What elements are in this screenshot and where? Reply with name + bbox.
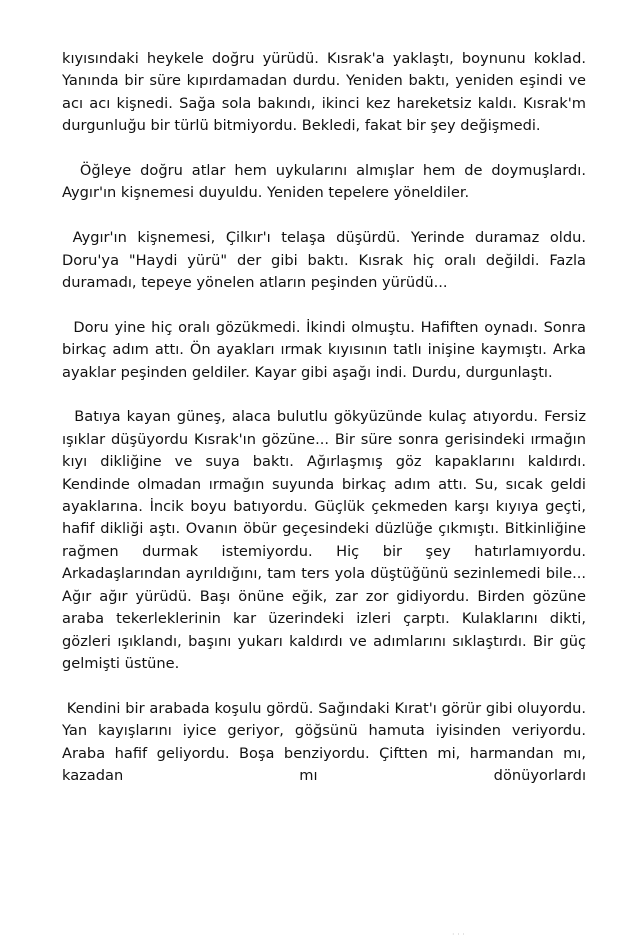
- document-page: [62, 48, 591, 787]
- paragraph-5: Batıya kayan güneş, alaca bulutlu gökyüzünde kulaç atıyordu. Fersiz ışıklar düşüyordu Kısrak'ın gözüne... Bir süre sonra gerisindeki ırmağın kıyı dikliğine ve suya baktı. Ağırlaşmış göz kapaklarını kaldırdı. Kendinde olmadan ırmağın suyunda birkaç adım attı. Su, sıcak geldi ayaklarına. İncik boyu batıyordu. Güçlük çekmeden karşı kıyıya geçti, hafif dikliği aştı. Ovanın öbür geçesindeki düzlüğe çıkmıştı. Bitkinliğine rağmen durmak istemiyordu. Hiç bir şey hatırlamıyordu. Arkadaşlarından ayrıldığını, tam ters yola düştüğünü sezinlemedi bile... Ağır ağır yürüdü. Başı önüne eğik, zar zor gidiyordu. Birden gözüne araba tekerleklerinin kar üzerindeki izleri çarptı. Kulaklarını dikti, gözleri ışıklandı, başını yukarı kaldırdı ve adımlarını sıklaştırdı. Bir güç gelmişti üstüne.: [62, 408, 591, 672]
- paragraph-6: Kendini bir arabada koşulu gördü. Sağındaki Kırat'ı görür gibi oluyordu. Yan kayışlarını iyice geriyor, göğsünü hamuta iyisinden veriyordu. Araba hafif geliyordu. Boşa benziyordu. Çiftten mi, harmandan mı, kazadan mı dönüyorlardı: [62, 699, 591, 784]
- paragraph-4: Doru yine hiç oralı gözükmedi. İkindi olmuştu. Hafiften oynadı. Sonra birkaç adım attı. Ön ayakları ırmak kıyısının tatlı inişine kaymıştı. Arka ayaklar peşinden geldiler. Kayar gibi aşağı indi. Durdu, durgunlaştı.: [62, 318, 591, 381]
- paragraph-1: kıyısındaki heykele doğru yürüdü. Kısrak'a yaklaştı, boynunu koklad. Yanında bir süre kıpırdamadan durdu. Yeniden baktı, yeniden eşindi ve acı acı kişnedi. Sağa sola bakındı, ikinci kez hareketsiz kaldı. Kısrak'm durgunluğu bir türlü bitmiyordu. Bekledi, fakat bir şey değişmedi.: [62, 50, 591, 135]
- paragraph-3: Aygır'ın kişnemesi, Çilkır'ı telaşa düşürdü. Yerinde duramaz oldu. Doru'ya "Haydi yürü" der gibi baktı. Kısrak hiç oralı değildi. Fazla duramadı, tepeye yönelen atların peşinden yürüdü...: [62, 229, 591, 292]
- page-number-fragment: · · ·: [452, 932, 465, 938]
- paragraph-2: Öğleye doğru atlar hem uykularını almışlar hem de doymuşlardı. Aygır'ın kişnemesi duyuldu. Yeniden tepelere yöneldiler.: [62, 162, 591, 202]
